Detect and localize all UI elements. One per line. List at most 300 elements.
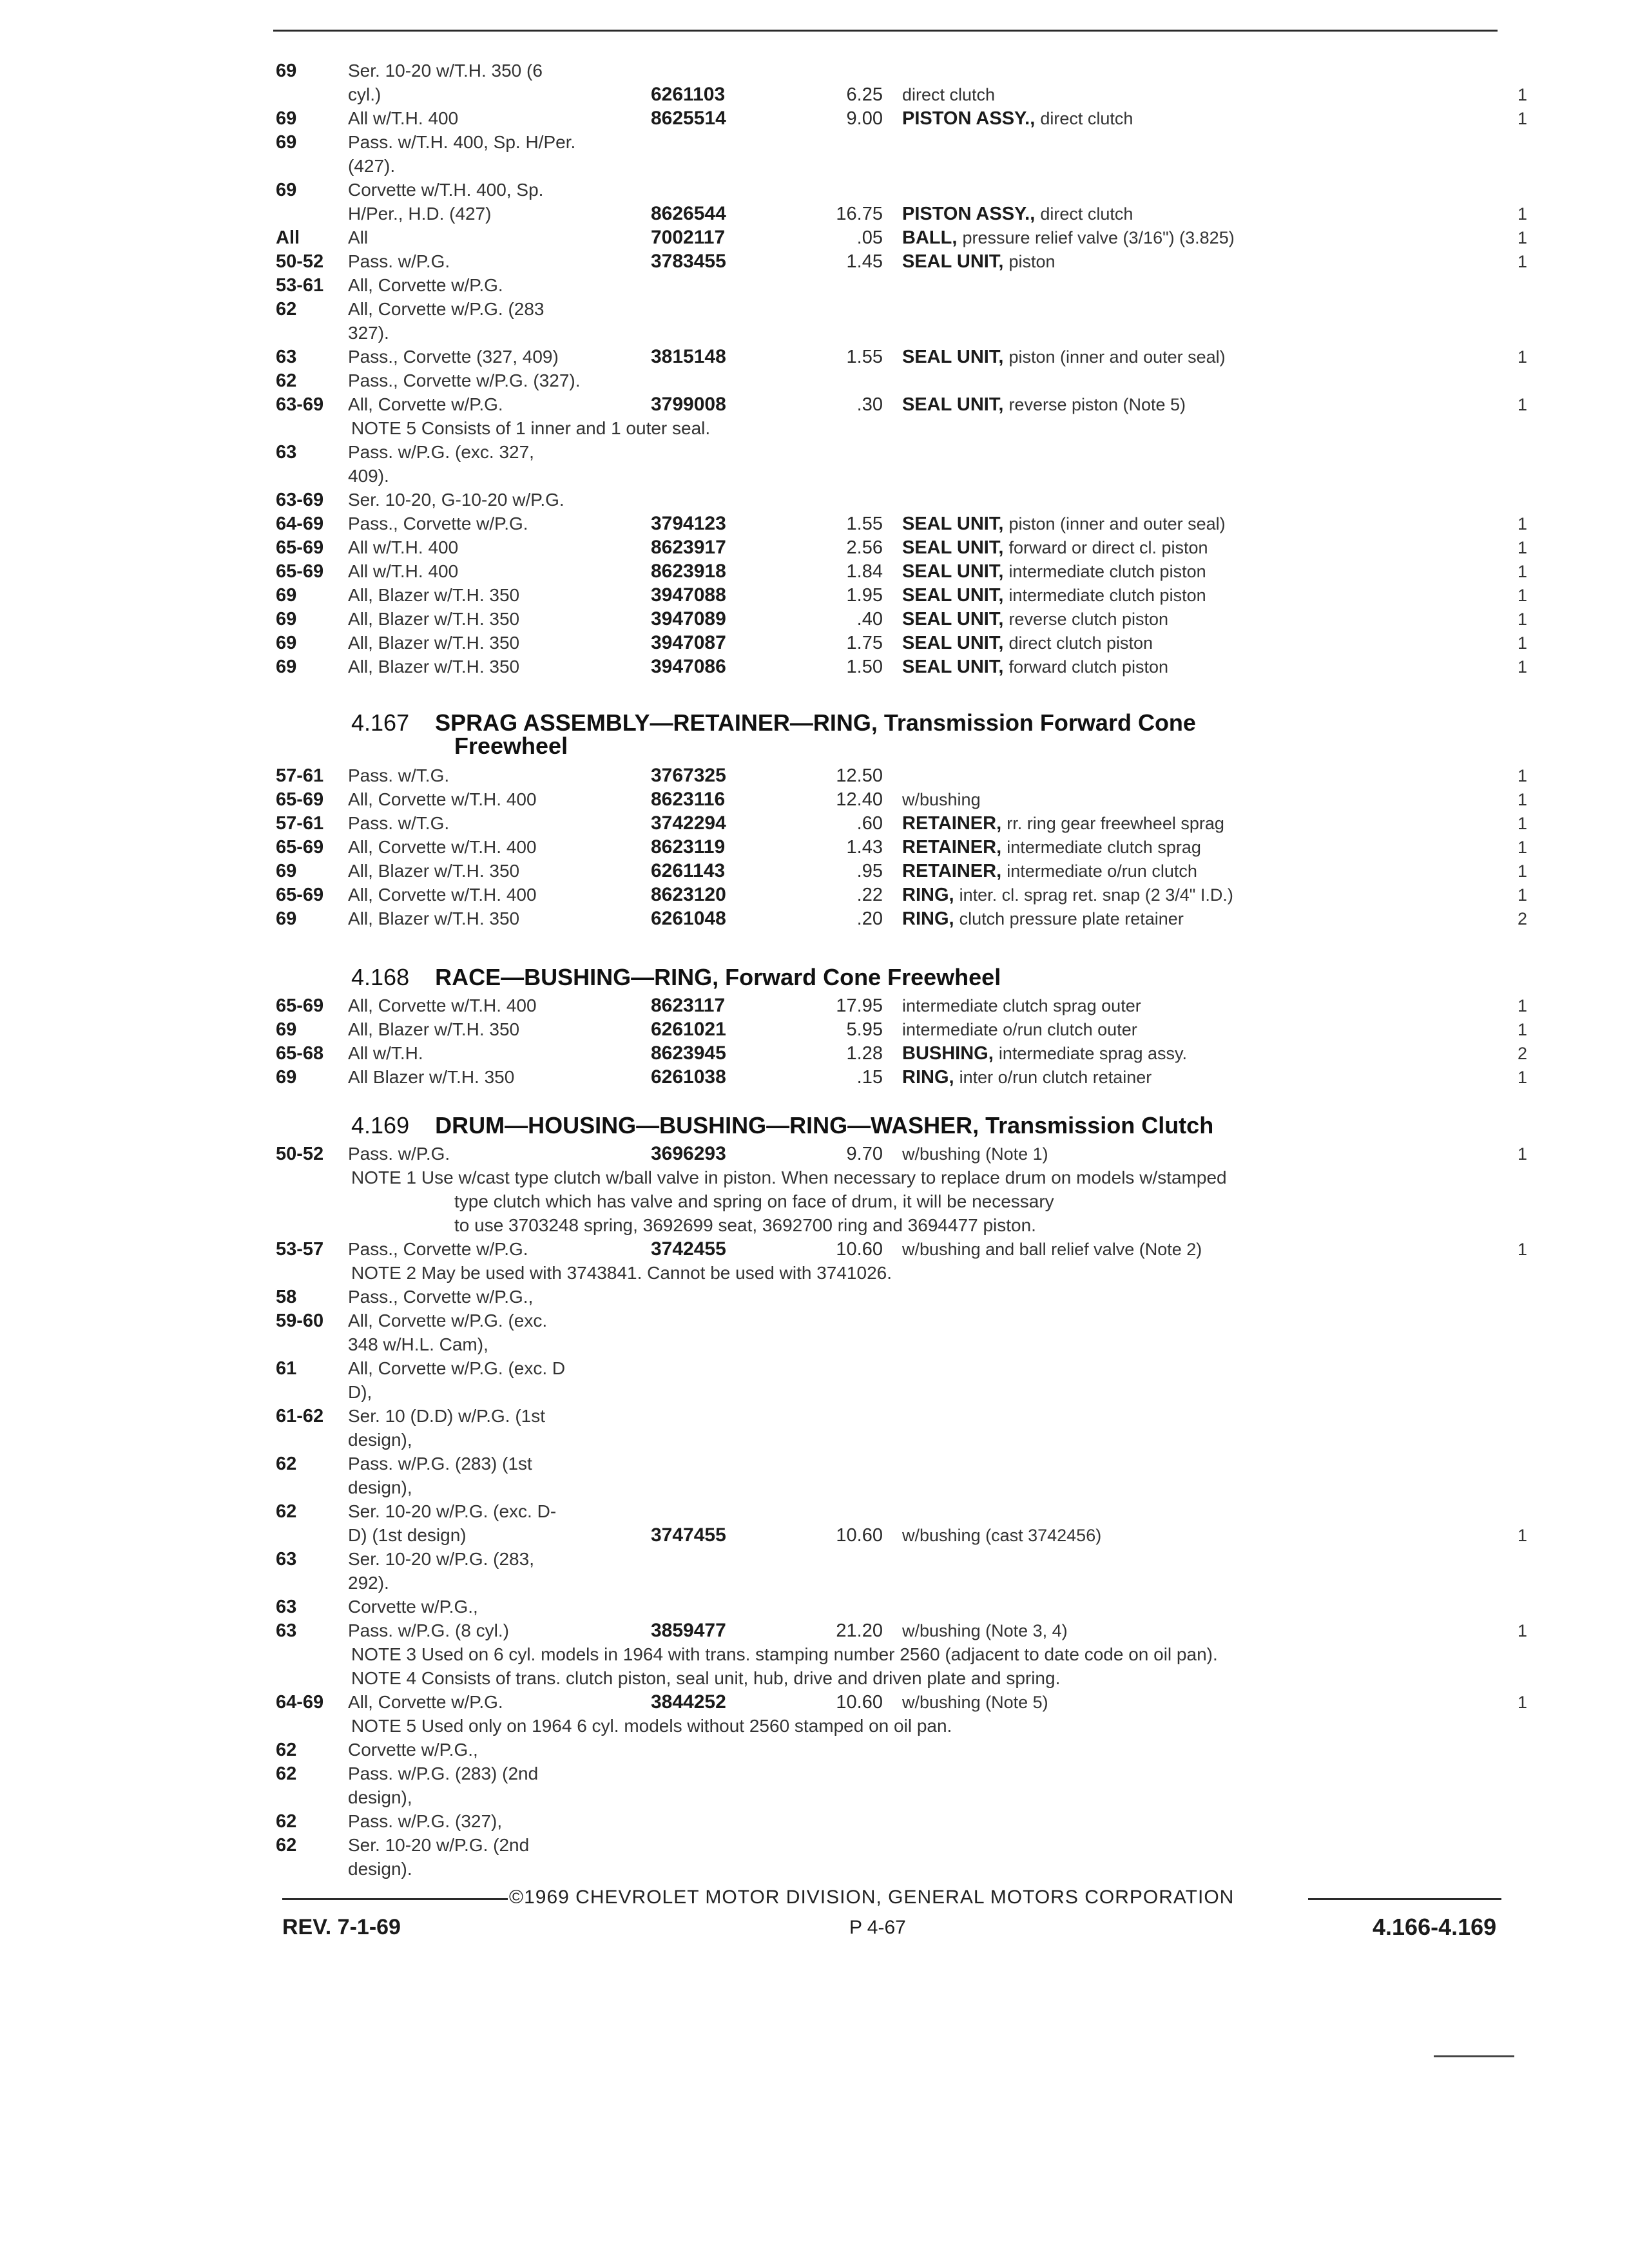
part-row	[0, 393, 1629, 416]
part-row	[0, 465, 1629, 488]
part-row	[0, 512, 1629, 535]
part-detail: intermediate clutch piston	[1008, 562, 1206, 581]
part-row	[0, 584, 1629, 607]
part-detail: w/bushing (Note 1)	[902, 1144, 1048, 1164]
part-name: PISTON ASSY.,	[902, 108, 1041, 129]
application: All, Corvette w/P.G. (283	[348, 299, 545, 319]
model-year: 53-61	[276, 275, 324, 296]
model-year: 65-69	[276, 561, 324, 582]
part-description	[902, 393, 1186, 416]
quantity: 1	[1517, 252, 1527, 271]
part-detail: w/bushing	[902, 790, 981, 809]
part-number: 3815148	[651, 346, 726, 367]
part-row	[0, 631, 1629, 655]
application: Pass. w/P.G. (exc. 327,	[348, 442, 534, 462]
part-row	[0, 536, 1629, 559]
application: All w/T.H.	[348, 1043, 423, 1063]
part-description	[902, 1691, 1048, 1714]
application: All w/T.H. 400	[348, 561, 459, 581]
part-name: BALL,	[902, 227, 963, 248]
application: All, Corvette w/P.G.	[348, 275, 503, 295]
quantity: 1	[1517, 1240, 1527, 1259]
part-number: 3747455	[651, 1524, 726, 1546]
model-year: 62	[276, 299, 297, 320]
application: All, Corvette w/T.H. 400	[348, 789, 537, 809]
footer-rule-left	[282, 1898, 508, 1900]
part-name: SEAL UNIT,	[902, 394, 1009, 415]
quantity: 1	[1517, 395, 1527, 414]
model-year: 65-69	[276, 837, 324, 858]
list-price: 2.56	[846, 537, 883, 558]
model-year: 64-69	[276, 1692, 324, 1713]
application: Pass. w/P.G. (283) (2nd	[348, 1763, 539, 1783]
part-number: 3783455	[651, 251, 726, 272]
model-year: 65-68	[276, 1043, 324, 1064]
application: Pass. w/T.G.	[348, 813, 450, 833]
quantity: 1	[1517, 1144, 1527, 1164]
model-year: 62	[276, 1763, 297, 1784]
note-line	[0, 417, 1629, 440]
part-row	[0, 1238, 1629, 1261]
part-description	[902, 584, 1206, 607]
part-detail: forward or direct cl. piston	[1008, 538, 1208, 557]
part-detail: forward clutch piston	[1008, 657, 1169, 677]
part-detail: w/bushing (Note 3, 4)	[902, 1621, 1068, 1640]
part-row	[0, 1428, 1629, 1452]
quantity: 1	[1517, 1020, 1527, 1039]
part-row	[0, 1834, 1629, 1857]
part-row	[0, 83, 1629, 106]
application: D) (1st design)	[348, 1525, 467, 1545]
part-name: RING,	[902, 885, 959, 905]
model-year: 63	[276, 1549, 297, 1570]
quantity: 1	[1517, 228, 1527, 247]
model-year: 63	[276, 1620, 297, 1641]
model-year: 64-69	[276, 514, 324, 534]
part-detail: direct clutch	[1040, 109, 1133, 128]
part-row	[0, 788, 1629, 811]
part-detail: w/bushing (cast 3742456)	[902, 1526, 1102, 1545]
part-description	[902, 345, 1226, 369]
list-price: 17.95	[836, 995, 883, 1016]
application: (427).	[348, 156, 396, 176]
part-description	[902, 655, 1168, 678]
application: 348 w/H.L. Cam),	[348, 1334, 488, 1354]
part-row	[0, 1285, 1629, 1309]
part-number: 3742294	[651, 812, 726, 834]
part-detail: intermediate sprag assy.	[998, 1044, 1187, 1063]
part-detail: clutch pressure plate retainer	[959, 909, 1184, 928]
model-year: 63	[276, 1597, 297, 1617]
part-description	[902, 202, 1133, 226]
application: Pass., Corvette (327, 409)	[348, 347, 559, 367]
note-text: NOTE 5 Consists of 1 inner and 1 outer seal.	[351, 418, 711, 438]
part-number: 3794123	[651, 513, 726, 534]
model-year: 62	[276, 1501, 297, 1522]
application: Pass., Corvette w/P.G.,	[348, 1287, 534, 1307]
part-row	[0, 1762, 1629, 1785]
list-price: 10.60	[836, 1525, 883, 1546]
part-row	[0, 59, 1629, 82]
quantity: 1	[1517, 514, 1527, 533]
note-line	[0, 1643, 1629, 1666]
part-number: 3742455	[651, 1238, 726, 1260]
part-name: SEAL UNIT,	[902, 657, 1009, 677]
note-text: type clutch which has valve and spring on face of drum, it will be necessary	[454, 1191, 1054, 1211]
application: H/Per., H.D. (427)	[348, 204, 492, 224]
note-line	[0, 1715, 1629, 1738]
part-row	[0, 994, 1629, 1017]
application: Ser. 10-20 w/P.G. (exc. D-	[348, 1501, 557, 1521]
part-number: 3947089	[651, 608, 726, 629]
section-title: RACE—BUSHING—RING, Forward Cone Freewheel	[435, 964, 1001, 990]
part-description	[902, 788, 981, 811]
model-year: 69	[276, 585, 297, 606]
part-number: 3767325	[651, 765, 726, 786]
part-row	[0, 1476, 1629, 1499]
part-row	[0, 155, 1629, 178]
section-heading	[351, 963, 1001, 992]
quantity: 1	[1517, 562, 1527, 581]
list-price: 1.45	[846, 251, 883, 272]
part-description	[902, 631, 1153, 655]
list-price: 1.84	[846, 561, 883, 582]
list-price: .05	[856, 227, 883, 248]
quantity: 1	[1517, 838, 1527, 857]
part-name: RING,	[902, 908, 959, 929]
model-year: 69	[276, 908, 297, 929]
model-year: 62	[276, 1740, 297, 1760]
part-number: 7002117	[651, 227, 726, 248]
model-year: 63-69	[276, 394, 324, 415]
part-row	[0, 883, 1629, 907]
model-year: 59-60	[276, 1311, 324, 1331]
part-description	[902, 250, 1055, 273]
part-row	[0, 345, 1629, 369]
quantity: 1	[1517, 347, 1527, 367]
quantity: 1	[1517, 538, 1527, 557]
part-row	[0, 1042, 1629, 1065]
quantity: 1	[1517, 885, 1527, 905]
copyright-line: ©1969 CHEVROLET MOTOR DIVISION, GENERAL MOTORS CORPORATION	[509, 1887, 1235, 1908]
note-line	[0, 1667, 1629, 1690]
part-description	[902, 536, 1208, 559]
part-row	[0, 655, 1629, 678]
list-price: .40	[856, 609, 883, 629]
application: All	[348, 227, 369, 247]
model-year: 53-57	[276, 1239, 324, 1260]
application: All, Corvette w/P.G. (exc.	[348, 1311, 548, 1331]
part-number: 6261038	[651, 1066, 726, 1088]
application: Pass. w/T.H. 400, Sp. H/Per.	[348, 132, 576, 152]
model-year: 69	[276, 657, 297, 677]
model-year: 69	[276, 132, 297, 153]
list-price: .95	[856, 861, 883, 881]
application: design),	[348, 1477, 412, 1497]
part-name: RETAINER,	[902, 813, 1007, 834]
model-year: 65-69	[276, 885, 324, 905]
part-name: PISTON ASSY.,	[902, 204, 1041, 224]
model-year: 61	[276, 1358, 297, 1379]
list-price: 9.00	[846, 108, 883, 129]
bottom-mark	[1434, 2055, 1514, 2057]
part-name: SEAL UNIT,	[902, 585, 1009, 606]
model-year: 69	[276, 108, 297, 129]
part-row	[0, 1858, 1629, 1881]
application: Pass. w/P.G. (283) (1st	[348, 1454, 532, 1474]
application: design).	[348, 1859, 412, 1879]
list-price: 16.75	[836, 204, 883, 224]
list-price: 10.60	[836, 1239, 883, 1260]
part-row	[0, 1405, 1629, 1428]
list-price: 1.55	[846, 347, 883, 367]
part-description	[902, 226, 1235, 249]
application: All, Blazer w/T.H. 350	[348, 585, 520, 605]
model-year: 50-52	[276, 251, 324, 272]
part-row	[0, 131, 1629, 154]
application: Pass., Corvette w/P.G.	[348, 1239, 528, 1259]
part-number: 6261103	[651, 84, 726, 105]
part-detail: piston (inner and outer seal)	[1008, 347, 1226, 367]
part-row	[0, 322, 1629, 345]
section-title-continued: Freewheel	[454, 733, 568, 759]
application: All, Corvette w/T.H. 400	[348, 837, 537, 857]
part-detail: piston (inner and outer seal)	[1008, 514, 1226, 533]
application: 292).	[348, 1573, 389, 1593]
model-year: 62	[276, 1811, 297, 1832]
part-row	[0, 608, 1629, 631]
part-row	[0, 488, 1629, 512]
part-number: 6261021	[651, 1019, 726, 1040]
part-row	[0, 441, 1629, 464]
application: All, Corvette w/P.G.	[348, 394, 503, 414]
part-name: RETAINER,	[902, 837, 1007, 858]
note-line	[0, 1166, 1629, 1189]
section-heading	[351, 1111, 1213, 1140]
model-year: 69	[276, 180, 297, 200]
application: All, Blazer w/T.H. 350	[348, 609, 520, 629]
part-description	[902, 1238, 1202, 1261]
part-row	[0, 1142, 1629, 1166]
model-year: 69	[276, 633, 297, 653]
part-detail: inter. cl. sprag ret. snap (2 3/4" I.D.)	[959, 885, 1233, 905]
note-text: NOTE 5 Used only on 1964 6 cyl. models without 2560 stamped on oil pan.	[351, 1716, 952, 1736]
quantity: 1	[1517, 633, 1527, 653]
part-name: RING,	[902, 1067, 959, 1088]
note-line	[0, 1190, 1629, 1213]
application: Pass., Corvette w/P.G. (327).	[348, 370, 581, 390]
part-row	[0, 274, 1629, 297]
part-description	[902, 836, 1201, 859]
part-row	[0, 1066, 1629, 1089]
application: design),	[348, 1787, 412, 1807]
part-row	[0, 1452, 1629, 1475]
model-year: 62	[276, 1454, 297, 1474]
list-price: .20	[856, 908, 883, 929]
model-year: 65-69	[276, 537, 324, 558]
application: Corvette w/P.G.,	[348, 1597, 478, 1617]
part-detail: w/bushing (Note 5)	[902, 1693, 1048, 1712]
part-detail: reverse piston (Note 5)	[1008, 395, 1186, 414]
part-detail: intermediate clutch sprag outer	[902, 996, 1141, 1015]
list-price: 21.20	[836, 1620, 883, 1641]
list-price: 12.50	[836, 765, 883, 786]
part-name: SEAL UNIT,	[902, 514, 1009, 534]
application: All, Corvette w/P.G. (exc. D	[348, 1358, 566, 1378]
part-description	[902, 512, 1226, 535]
model-year: 62	[276, 1835, 297, 1856]
note-text: NOTE 4 Consists of trans. clutch piston, seal unit, hub, drive and driven plate and spring.	[351, 1668, 1061, 1688]
part-description	[902, 107, 1133, 130]
note-line	[0, 1262, 1629, 1285]
part-description	[902, 812, 1224, 835]
application: All, Corvette w/P.G.	[348, 1692, 503, 1712]
part-row	[0, 1500, 1629, 1523]
part-row	[0, 907, 1629, 930]
quantity: 1	[1517, 1693, 1527, 1712]
part-description	[902, 1066, 1152, 1089]
quantity: 1	[1517, 204, 1527, 224]
application: Pass., Corvette w/P.G.	[348, 514, 528, 533]
part-number: 3799008	[651, 394, 726, 415]
model-year: 61-62	[276, 1406, 324, 1427]
quantity: 1	[1517, 657, 1527, 677]
part-row	[0, 1333, 1629, 1356]
list-price: 1.28	[846, 1043, 883, 1064]
quantity: 1	[1517, 586, 1527, 605]
application: D),	[348, 1382, 372, 1402]
model-year: 69	[276, 609, 297, 629]
section-number: 4.169	[351, 1112, 410, 1139]
application: All, Blazer w/T.H. 350	[348, 657, 520, 677]
part-detail: direct clutch	[1040, 204, 1133, 224]
application: All, Corvette w/T.H. 400	[348, 885, 537, 905]
page-number: P 4-67	[849, 1917, 906, 1938]
application: 327).	[348, 323, 389, 343]
section-title: DRUM—HOUSING—BUSHING—RING—WASHER, Transmission Clutch	[435, 1112, 1214, 1139]
application: All, Blazer w/T.H. 350	[348, 861, 520, 881]
list-price: 1.50	[846, 657, 883, 677]
part-description	[902, 560, 1206, 583]
application: Corvette w/T.H. 400, Sp.	[348, 180, 544, 200]
list-price: 12.40	[836, 789, 883, 810]
list-price: 1.75	[846, 633, 883, 653]
application: Ser. 10-20, G-10-20 w/P.G.	[348, 490, 564, 510]
top-rule	[273, 30, 1498, 32]
model-year: 57-61	[276, 765, 324, 786]
part-row	[0, 1548, 1629, 1571]
revision-date: REV. 7-1-69	[282, 1915, 401, 1939]
quantity: 1	[1517, 790, 1527, 809]
list-price: 10.60	[836, 1692, 883, 1713]
part-row	[0, 107, 1629, 130]
part-number: 8623116	[651, 789, 726, 810]
application: All, Blazer w/T.H. 350	[348, 1019, 520, 1039]
list-price: 6.25	[846, 84, 883, 105]
part-description	[902, 994, 1141, 1017]
list-price: 9.70	[846, 1144, 883, 1164]
application: Ser. 10-20 w/P.G. (2nd	[348, 1835, 530, 1855]
quantity: 1	[1517, 109, 1527, 128]
application: Ser. 10-20 w/P.G. (283,	[348, 1549, 534, 1569]
list-price: 1.43	[846, 837, 883, 858]
part-row	[0, 298, 1629, 321]
part-name: SEAL UNIT,	[902, 609, 1009, 629]
section-number: 4.167	[351, 709, 410, 736]
application: All, Corvette w/T.H. 400	[348, 995, 537, 1015]
part-description	[902, 883, 1233, 907]
part-detail: reverse clutch piston	[1008, 610, 1169, 629]
part-description	[902, 860, 1197, 883]
model-year: 50-52	[276, 1144, 324, 1164]
note-text: NOTE 2 May be used with 3743841. Cannot be used with 3741026.	[351, 1263, 892, 1283]
application: design),	[348, 1430, 412, 1450]
section-title: SPRAG ASSEMBLY—RETAINER—RING, Transmission Forward Cone	[435, 709, 1196, 736]
model-year: 69	[276, 861, 297, 881]
part-detail: pressure relief valve (3/16") (3.825)	[962, 228, 1235, 247]
part-name: SEAL UNIT,	[902, 561, 1009, 582]
section-number: 4.168	[351, 964, 410, 990]
part-name: SEAL UNIT,	[902, 251, 1009, 272]
part-description	[902, 83, 995, 106]
note-text: NOTE 3 Used on 6 cyl. models in 1964 with trans. stamping number 2560 (adjacent to date code on oil pan).	[351, 1644, 1218, 1664]
application: All, Blazer w/T.H. 350	[348, 908, 520, 928]
part-row	[0, 226, 1629, 249]
application: All w/T.H. 400	[348, 537, 459, 557]
quantity: 2	[1517, 1044, 1527, 1063]
part-description	[902, 608, 1168, 631]
model-year: 63	[276, 347, 297, 367]
application: 409).	[348, 466, 389, 486]
quantity: 1	[1517, 1526, 1527, 1545]
model-year: 69	[276, 61, 297, 81]
part-number: 8623119	[651, 836, 726, 858]
part-description	[902, 1524, 1101, 1547]
part-number: 3947088	[651, 584, 726, 606]
model-year: 57-61	[276, 813, 324, 834]
part-row	[0, 369, 1629, 392]
part-number: 8626544	[651, 203, 726, 224]
application: All Blazer w/T.H. 350	[348, 1067, 515, 1087]
part-detail: rr. ring gear freewheel sprag	[1007, 814, 1224, 833]
part-detail: intermediate o/run clutch	[1007, 861, 1197, 881]
part-row	[0, 1309, 1629, 1332]
part-description	[902, 1619, 1068, 1642]
quantity: 1	[1517, 1068, 1527, 1087]
part-name: BUSHING,	[902, 1043, 999, 1064]
part-row	[0, 1619, 1629, 1642]
part-number: 8623120	[651, 884, 726, 905]
section-range: 4.166-4.169	[1373, 1914, 1497, 1940]
part-detail: direct clutch piston	[1008, 633, 1153, 653]
list-price: .60	[856, 813, 883, 834]
list-price: 5.95	[846, 1019, 883, 1040]
application: Pass. w/T.G.	[348, 765, 450, 785]
model-year: 65-69	[276, 995, 324, 1016]
part-number: 3859477	[651, 1620, 726, 1641]
part-row	[0, 812, 1629, 835]
part-row	[0, 1018, 1629, 1041]
list-price: .30	[856, 394, 883, 415]
model-year: 58	[276, 1287, 297, 1307]
part-detail: w/bushing and ball relief valve (Note 2)	[902, 1240, 1202, 1259]
application: Pass. w/P.G.	[348, 251, 450, 271]
part-row	[0, 1381, 1629, 1404]
part-row	[0, 860, 1629, 883]
part-name: RETAINER,	[902, 861, 1007, 881]
part-row	[0, 1595, 1629, 1619]
application: cyl.)	[348, 84, 381, 104]
